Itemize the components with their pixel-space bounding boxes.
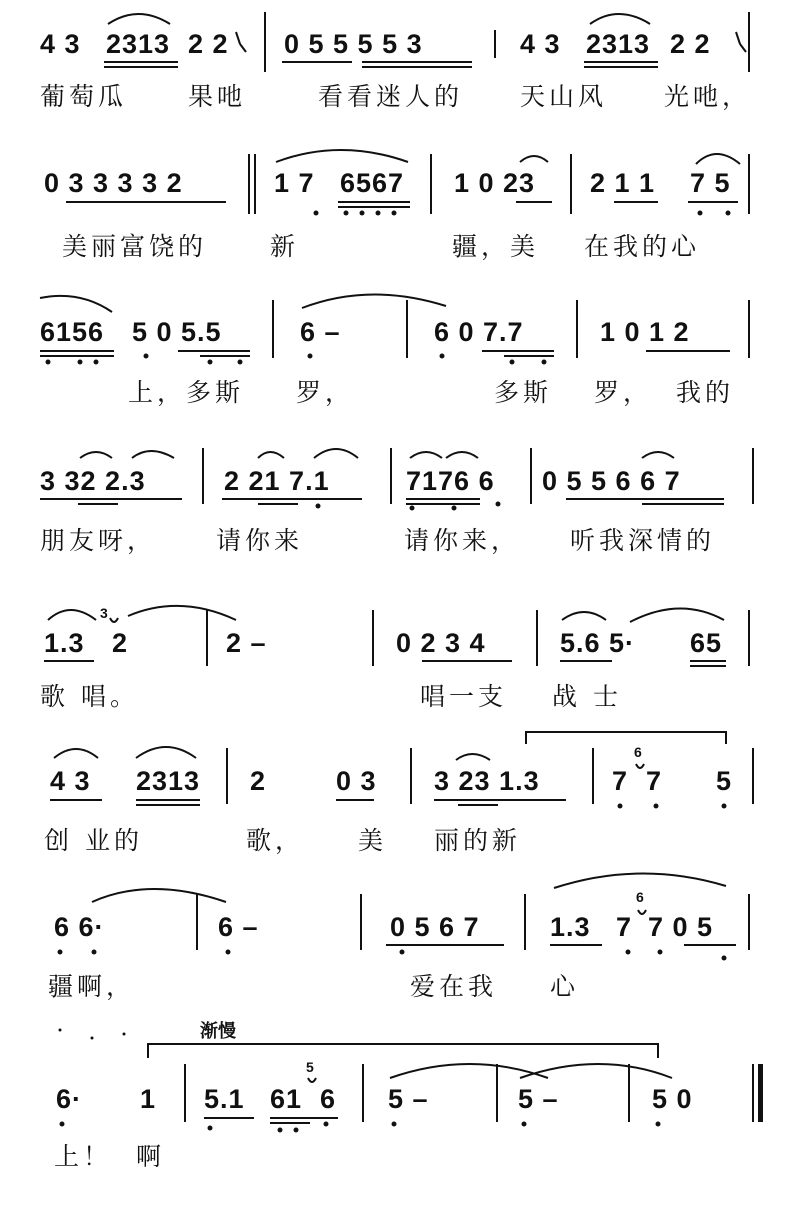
octave-dot [78, 360, 83, 365]
slur [40, 296, 112, 312]
lyric: 唱一支 [420, 682, 508, 711]
octave-dot [144, 354, 149, 359]
slur [128, 606, 236, 620]
octave-dot [314, 211, 319, 216]
lyric: 请你来 [216, 526, 304, 555]
notes: 1 0 23 [454, 168, 536, 198]
octave-dot [58, 950, 63, 955]
notes: 61 [270, 1084, 303, 1114]
octave-dot [722, 956, 727, 961]
breath-mark [736, 32, 746, 52]
slur [642, 452, 674, 458]
slur [258, 452, 284, 458]
slur [48, 610, 96, 620]
notes: 5.6 5· [560, 628, 636, 658]
notes: 2313 [136, 766, 201, 796]
phrase-bracket [526, 732, 726, 744]
lyric: 丽的新 [434, 826, 522, 855]
notes: 2313 [586, 29, 651, 59]
slur [80, 452, 112, 458]
grace-note: 5 [306, 1059, 314, 1075]
lyric: 上！ [54, 1142, 113, 1171]
octave-dot [278, 1128, 283, 1133]
notes: 6· [56, 1084, 83, 1114]
notes: 0 3 3 3 3 2 [44, 168, 183, 198]
notes: 5.1 [204, 1084, 245, 1114]
lyric: 我的 [676, 378, 735, 407]
notes: 7 [646, 766, 663, 796]
notes: 3 23 1.3 [434, 766, 540, 796]
notes: 6 – [218, 912, 259, 942]
lyric: 美丽富饶的 [62, 232, 208, 261]
notes: 2313 [106, 29, 171, 59]
notes: 4 3 [520, 29, 561, 59]
notes: 7 5 [690, 168, 731, 198]
notes: 6 6· [54, 912, 105, 942]
slur [54, 749, 98, 758]
notes: 5 [716, 766, 733, 796]
notes: 0 2 3 4 [396, 628, 486, 658]
lyric: 疆，美 [452, 232, 540, 261]
lyric: 看看迷人的 [318, 82, 464, 111]
notes: 6 0 7.7 [434, 317, 524, 347]
notes: 6567 [340, 168, 405, 198]
notes: 5 – [388, 1084, 429, 1114]
slur [302, 294, 446, 308]
notes: 7 [612, 766, 629, 796]
breath-mark [236, 32, 246, 52]
octave-dot [722, 804, 727, 809]
lyric: 心 [550, 972, 580, 1001]
notes: 0 5 6 7 [390, 912, 480, 942]
slur [314, 449, 358, 458]
notes: 7 0 5 [648, 912, 714, 942]
octave-dot [392, 211, 397, 216]
grace-note: 6 [634, 744, 642, 760]
notes: 65 [690, 628, 723, 658]
grace-slur [110, 618, 118, 622]
notes: 4 3 [40, 29, 81, 59]
octave-dot [308, 354, 313, 359]
octave-dot [226, 950, 231, 955]
slur [630, 608, 724, 622]
octave-dot [440, 354, 445, 359]
octave-dot [208, 1126, 213, 1131]
notes: 6 – [300, 317, 341, 347]
notes: 2 2 [670, 29, 711, 59]
octave-dot [658, 950, 663, 955]
notes: 1.3 [550, 912, 591, 942]
octave-dot [618, 804, 623, 809]
notes: 2 1 1 [590, 168, 656, 198]
slur [410, 452, 442, 458]
octave-dot [392, 1122, 397, 1127]
notes: 5 – [518, 1084, 559, 1114]
grace-note: 6 [636, 889, 644, 905]
octave-dot [376, 211, 381, 216]
octave-dot [344, 211, 349, 216]
octave-dot [542, 360, 547, 365]
scan-speck [123, 1033, 126, 1036]
lyric: 听我深情的 [570, 526, 716, 555]
lyric: 罗， [296, 378, 355, 407]
notes: 2 2 [188, 29, 229, 59]
notes: 2 [250, 766, 267, 796]
octave-dot [654, 804, 659, 809]
octave-dot [360, 211, 365, 216]
scan-speck [59, 1029, 62, 1032]
slur [136, 747, 196, 758]
notes: 6 [320, 1084, 337, 1114]
notes: 1 0 1 2 [600, 317, 690, 347]
slur [554, 873, 726, 888]
notes: 2 [112, 628, 129, 658]
lyric: 上，多斯 [128, 378, 245, 407]
octave-dot [626, 950, 631, 955]
octave-dot [698, 211, 703, 216]
notes: 2 21 7.1 [224, 466, 330, 496]
lyric: 美 [358, 826, 388, 855]
notes: 1 [140, 1084, 157, 1114]
notes: 5 0 [652, 1084, 693, 1114]
octave-dot [208, 360, 213, 365]
lyric: 罗， [594, 378, 653, 407]
octave-dot [92, 950, 97, 955]
notes: 5 0 5.5 [132, 317, 222, 347]
slur [456, 754, 490, 760]
lyric: 疆啊， [48, 972, 136, 1001]
lyric: 爱在我 [410, 972, 498, 1001]
notes: 7 [616, 912, 633, 942]
slur [520, 156, 548, 162]
grace-slur [638, 910, 646, 914]
lyric: 歌 唱。 [40, 682, 139, 711]
tempo-bracket [148, 1044, 658, 1058]
octave-dot [410, 506, 415, 511]
lyric: 朋友呀， [40, 526, 157, 555]
lyric: 新 [270, 232, 300, 261]
slur [696, 154, 740, 164]
octave-dot [656, 1122, 661, 1127]
notes: 7176 6 [406, 466, 495, 496]
lyric: 请你来， [404, 526, 521, 555]
grace-note: 3 [100, 605, 108, 621]
lyric: 歌， [246, 826, 305, 855]
notes: 0 5 5 5 5 3 [284, 29, 423, 59]
octave-dot [238, 360, 243, 365]
slur [108, 14, 170, 24]
notes: 6156 [40, 317, 105, 347]
octave-dot [60, 1122, 65, 1127]
notes: 1.3 [44, 628, 85, 658]
lyric: 创 业的 [44, 826, 143, 855]
octave-dot [94, 360, 99, 365]
lyric: 葡萄瓜 [40, 82, 128, 111]
tempo-marking: 渐慢 [200, 1021, 236, 1042]
scan-speck [91, 1037, 94, 1040]
octave-dot [726, 211, 731, 216]
notes: 1 7 [274, 168, 315, 198]
lyric: 战 士 [552, 682, 622, 711]
octave-dot [294, 1128, 299, 1133]
slur [132, 451, 174, 458]
notes: 2 – [226, 628, 267, 658]
slur [92, 889, 226, 902]
octave-dot [452, 506, 457, 511]
slur [590, 14, 650, 24]
lyric: 光吔， [664, 82, 752, 111]
slur [276, 150, 408, 162]
lyric: 在我的心 [584, 232, 701, 261]
grace-slur [636, 764, 644, 768]
notes: 0 5 5 6 6 7 [542, 466, 681, 496]
octave-dot [510, 360, 515, 365]
notes: 3 32 2.3 [40, 466, 146, 496]
grace-slur [308, 1078, 316, 1082]
octave-dot [324, 1122, 329, 1127]
lyric: 天山风 [520, 82, 608, 111]
slur [562, 612, 606, 620]
lyric: 果吔 [188, 82, 247, 111]
octave-dot [496, 502, 501, 507]
notes: 4 3 [50, 766, 91, 796]
octave-dot [46, 360, 51, 365]
octave-dot [400, 950, 405, 955]
lyric: 多斯 [494, 378, 553, 407]
lyric: 啊 [136, 1142, 166, 1171]
octave-dot [522, 1122, 527, 1127]
octave-dot [316, 504, 321, 509]
slur [446, 452, 478, 458]
notes: 0 3 [336, 766, 377, 796]
